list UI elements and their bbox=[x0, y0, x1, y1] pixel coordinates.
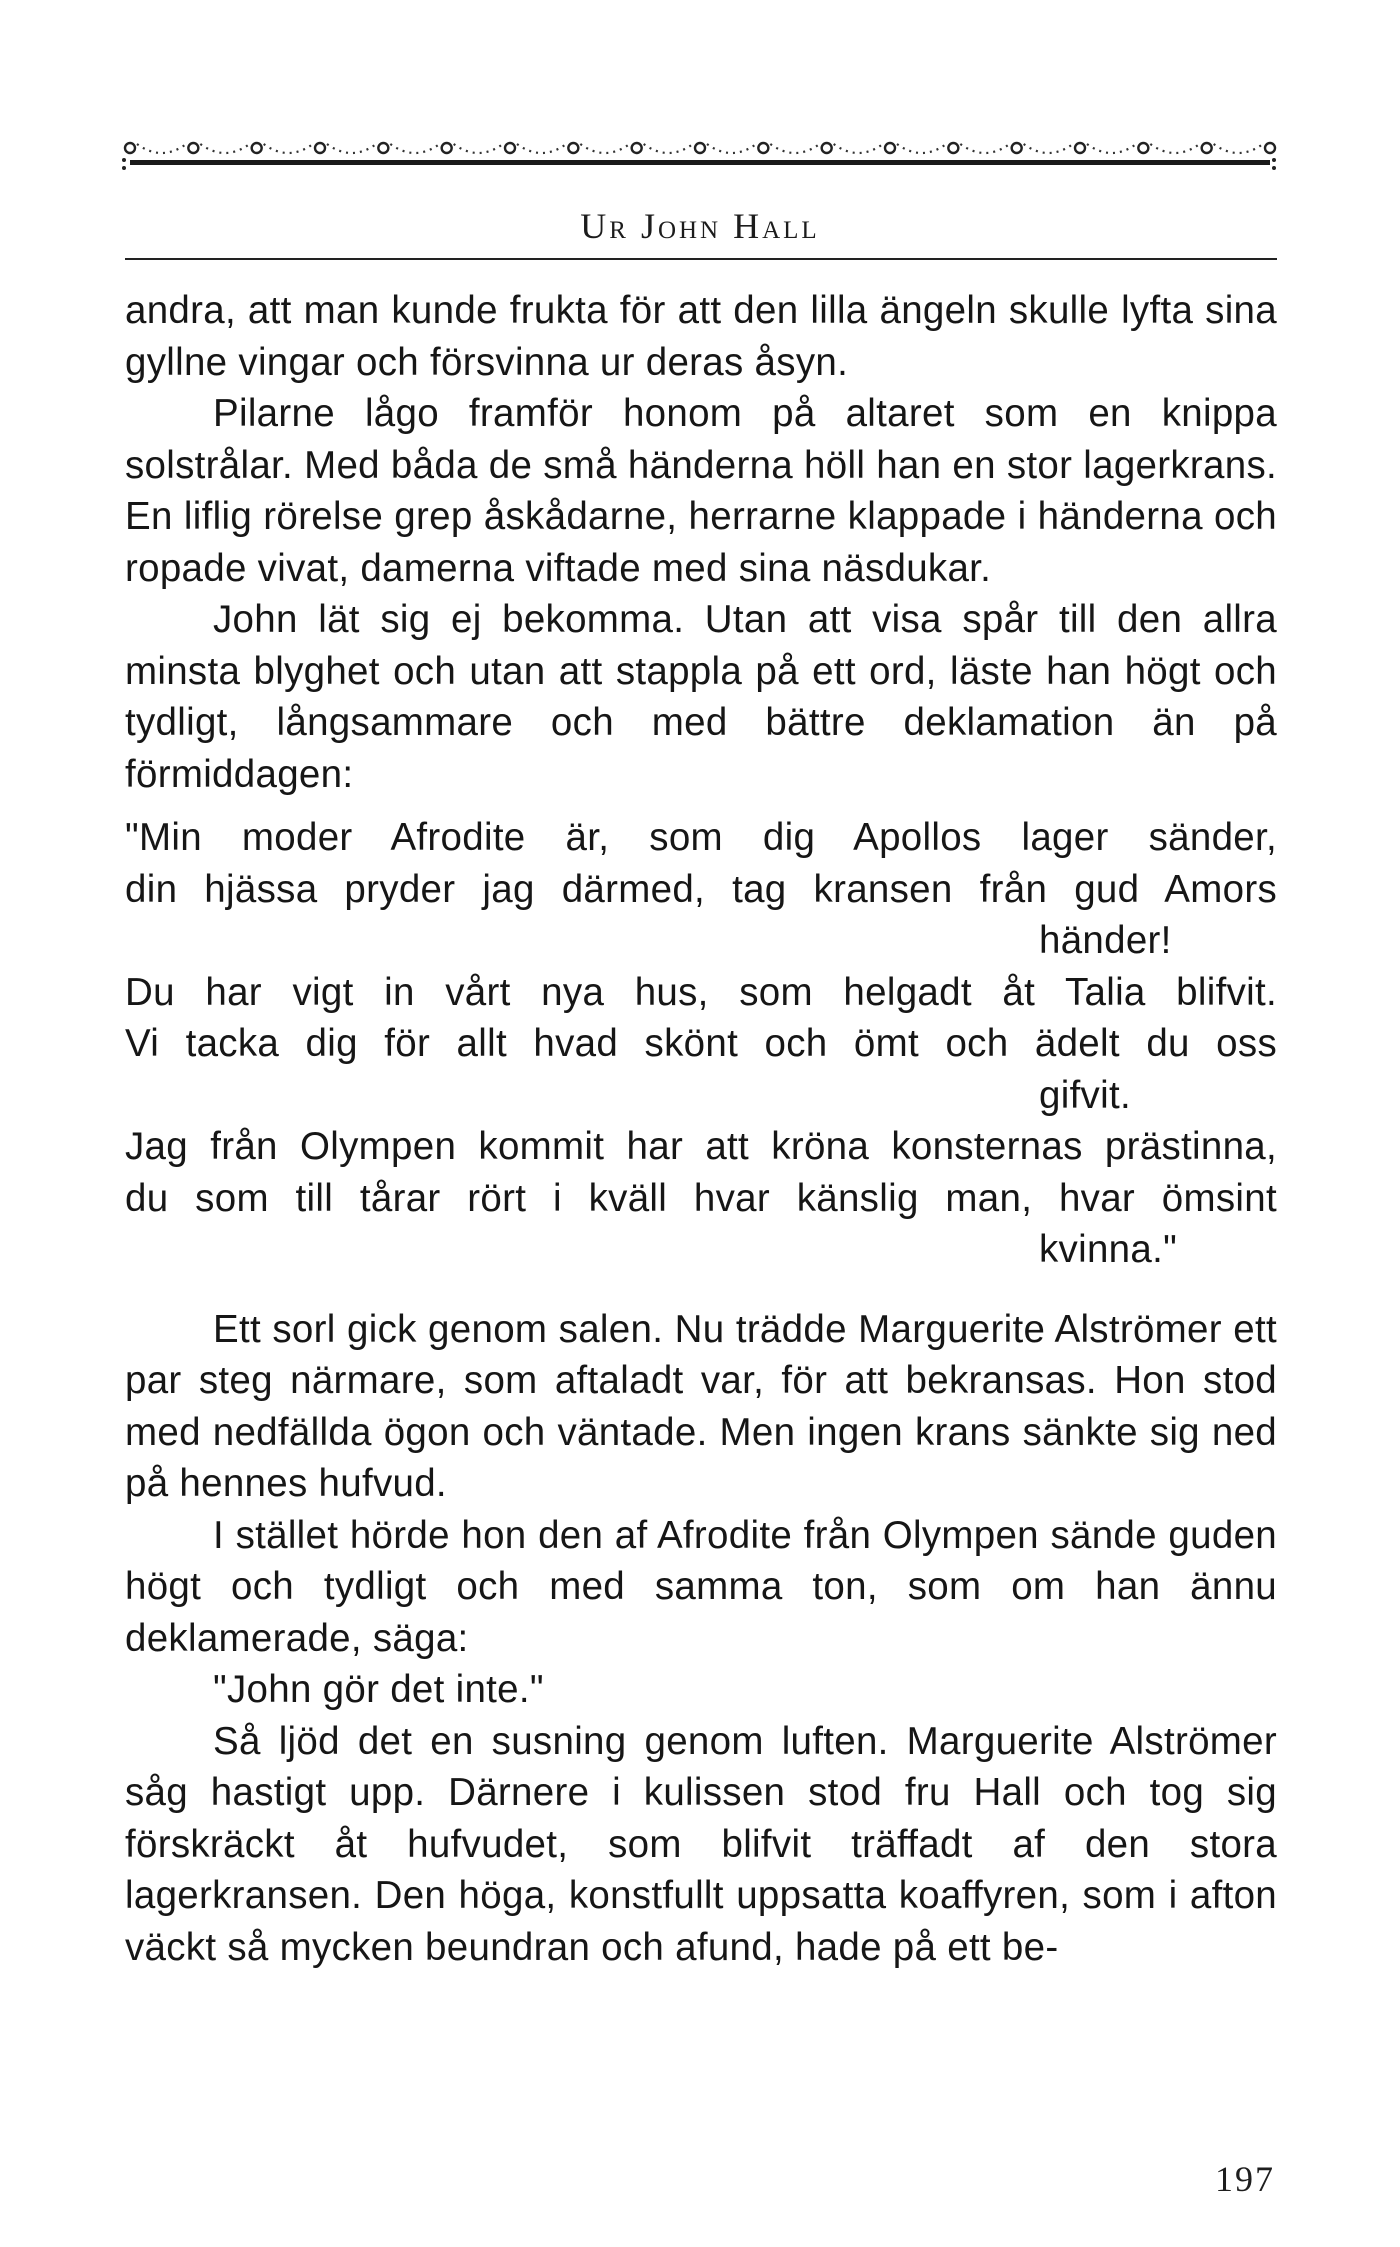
running-head-rule bbox=[125, 258, 1277, 260]
poem-line: "Min moder Afrodite är, som dig Apollos lager sänder, bbox=[125, 816, 1277, 859]
ornament-dot bbox=[1272, 158, 1276, 162]
ornament-swag bbox=[960, 144, 1009, 153]
page-body bbox=[125, 285, 1277, 1973]
poem-line-continuation: händer! bbox=[1039, 919, 1172, 962]
paragraph: John lät sig ej bekomma. Utan att visa spår till den allra minsta blyghet och utan att stappla på ett ord, läste han högt och tydligt, långsammare och med bättre deklamation än på förmiddagen: bbox=[125, 598, 1277, 796]
paragraph: Ett sorl gick genom salen. Nu trädde Marguerite Alströmer ett par steg närmare, som aftaladt var, för att bekransas. Hon stod med nedfällda ögon och väntade. Men ingen krans sänkte sig ned på hennes hufvud. bbox=[125, 1307, 1277, 1505]
ornament-ring bbox=[758, 143, 768, 153]
poem-line-continuation: gifvit. bbox=[1039, 1073, 1131, 1117]
ornament-ring bbox=[1012, 143, 1022, 153]
ornament-swag bbox=[897, 144, 946, 153]
ornament-ring bbox=[125, 143, 135, 153]
ornament-ring bbox=[695, 143, 705, 153]
ornament-dot bbox=[122, 166, 126, 170]
ornament-ring bbox=[1138, 143, 1148, 153]
ornament-ring bbox=[188, 143, 198, 153]
poem-line-continuation: kvinna." bbox=[1039, 1228, 1178, 1271]
ornament-rule bbox=[130, 160, 1270, 165]
page-number: 197 bbox=[1215, 2159, 1275, 2199]
ornament-ring bbox=[1075, 143, 1085, 153]
paragraph: "John gör det inte." bbox=[213, 1668, 544, 1711]
ornament-swag bbox=[707, 144, 756, 153]
ornament-swag bbox=[1214, 144, 1263, 153]
ornament-swag bbox=[137, 144, 186, 153]
ornament-swag bbox=[1150, 144, 1199, 153]
ornament-swag bbox=[834, 144, 883, 153]
ornament-ring bbox=[1202, 143, 1212, 153]
ornament-ring bbox=[948, 143, 958, 153]
paragraph: Pilarne lågo framför honom på altaret som en knippa solstrålar. Med båda de små händerna höll han en stor lagerkrans. En liflig rörelse grep åskådarne, herrarne klappade i händerna och ropade vivat, damerna viftade med sina näsdukar. bbox=[125, 392, 1277, 590]
ornament-swag bbox=[264, 144, 313, 153]
ornament-ring bbox=[505, 143, 515, 153]
ornament-ring bbox=[442, 143, 452, 153]
ornament-ring bbox=[568, 143, 578, 153]
ornament-swag bbox=[644, 144, 693, 153]
ornament-swag bbox=[1024, 144, 1073, 153]
ornament-swag bbox=[454, 144, 503, 153]
ornament-swag bbox=[1087, 144, 1136, 153]
ornament-swag bbox=[327, 144, 376, 153]
ornament-ring bbox=[1265, 143, 1275, 153]
ornament-ring bbox=[885, 143, 895, 153]
poem bbox=[125, 812, 1277, 1276]
ornament-swag bbox=[517, 144, 566, 153]
ornamental-border bbox=[122, 122, 1278, 182]
ornament-swag bbox=[200, 144, 249, 153]
ornament-ring bbox=[252, 143, 262, 153]
ornament-dot bbox=[122, 158, 126, 162]
ornament-swag bbox=[390, 144, 439, 153]
poem-line: Vi tacka dig för allt hvad skönt och ömt och ädelt du oss bbox=[125, 1022, 1277, 1065]
ornament-swag bbox=[580, 144, 629, 153]
poem-line: du som till tårar rört i kväll hvar känslig man, hvar ömsint bbox=[125, 1176, 1277, 1220]
ornament-ring bbox=[822, 143, 832, 153]
ornament-ring bbox=[315, 143, 325, 153]
paragraph: Så ljöd det en susning genom luften. Marguerite Alströmer såg hastigt upp. Därnere i kulissen stod fru Hall och tog sig förskräckt åt hufvudet, som blifvit träffadt af den stora lagerkransen. Den höga, konstfullt uppsatta koaffyren, som i afton väckt så mycken beundran och afund, hade på ett be- bbox=[125, 1719, 1277, 1969]
ornament-ring bbox=[632, 143, 642, 153]
ornament-dot bbox=[1272, 166, 1276, 170]
ornament-ring bbox=[378, 143, 388, 153]
poem-line: din hjässa pryder jag därmed, tag kransen från gud Amors bbox=[125, 867, 1277, 911]
ornament-swag bbox=[770, 144, 819, 153]
running-head: Ur John Hall bbox=[580, 206, 820, 246]
paragraph: I stället hörde hon den af Afrodite från Olympen sände guden högt och tydligt och med samma ton, som om han ännu deklamerade, säga: bbox=[125, 1513, 1277, 1660]
paragraph: andra, att man kunde frukta för att den lilla ängeln skulle lyfta sina gyllne vingar och försvinna ur deras åsyn. bbox=[125, 289, 1277, 384]
poem-line: Du har vigt in vårt nya hus, som helgadt åt Talia blifvit. bbox=[125, 970, 1277, 1014]
poem-line: Jag från Olympen kommit har att kröna konsternas prästinna, bbox=[125, 1125, 1277, 1168]
